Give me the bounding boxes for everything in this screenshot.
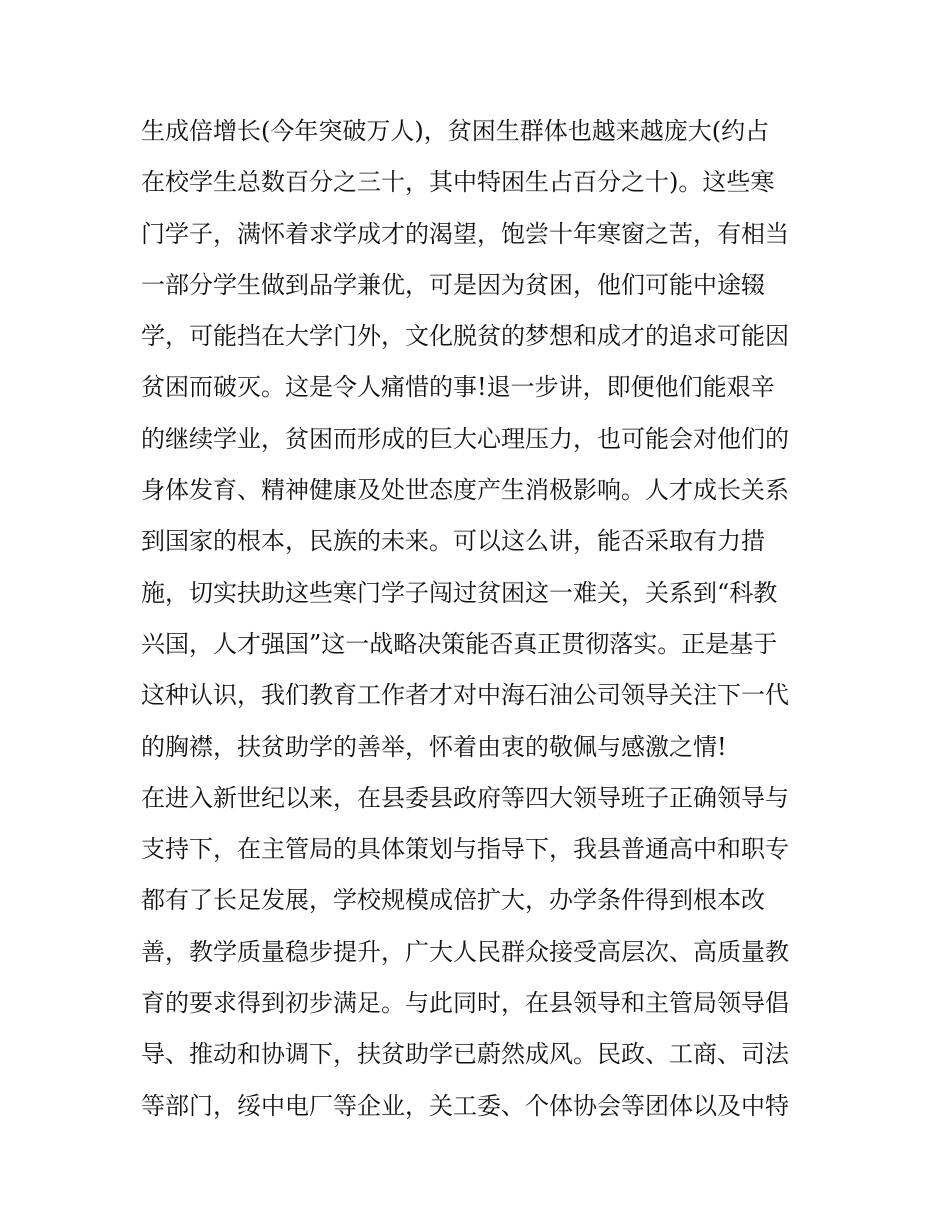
- text-line: 的继续学业，贫困而形成的巨大心理压力，也可能会对他们的: [141, 424, 789, 453]
- text-line: 导、推动和协调下，扶贫助学已蔚然成风。民政、工商、司法: [141, 1040, 789, 1069]
- text-line: 育的要求得到初步满足。与此同时，在县领导和主管局领导倡: [141, 989, 789, 1018]
- text-line: 身体发育、精神健康及处世态度产生消极影响。人才成长关系: [141, 476, 789, 505]
- text-line: 善，教学质量稳步提升，广大人民群众接受高层次、高质量教: [141, 937, 789, 966]
- text-line: 支持下，在主管局的具体策划与指导下，我县普通高中和职专: [141, 835, 789, 864]
- text-line: 这种认识，我们教育工作者才对中海石油公司领导关注下一代: [141, 681, 789, 710]
- document-page: [141, 106, 813, 1132]
- text-line: 学，可能挡在大学门外，文化脱贫的梦想和成才的追求可能因: [141, 322, 789, 351]
- text-line: 在进入新世纪以来，在县委县政府等四大领导班子正确领导与: [141, 783, 789, 812]
- text-line: 兴国，人才强国”这一战略决策能否真正贯彻落实。正是基于: [141, 629, 778, 658]
- text-line: 生成倍增长(今年突破万人)，贫困生群体也越来越庞大(约占: [141, 117, 770, 145]
- text-line: 贫困而破灭。这是令人痛惜的事!退一步讲，即便他们能艰辛: [141, 373, 775, 402]
- text-line: 一部分学生做到品学兼优，可是因为贫困，他们可能中途辍: [141, 270, 765, 299]
- text-line: 到国家的根本，民族的未来。可以这么讲，能否采取有力措: [141, 527, 765, 556]
- text-line: 施，切实扶助这些寒门学子闯过贫困这一难关，关系到“科教: [141, 578, 778, 607]
- text-line: 的胸襟，扶贫助学的善举，怀着由衷的敬佩与感激之情!: [141, 732, 727, 761]
- text-line: 门学子，满怀着求学成才的渴望，饱尝十年寒窗之苦，有相当: [141, 219, 789, 248]
- text-line: 在校学生总数百分之三十，其中特困生占百分之十)。这些寒: [141, 168, 775, 197]
- text-line: 等部门，绥中电厂等企业，关工委、个体协会等团体以及中特: [141, 1091, 789, 1120]
- text-line: 都有了长足发展，学校规模成倍扩大，办学条件得到根本改: [141, 886, 765, 915]
